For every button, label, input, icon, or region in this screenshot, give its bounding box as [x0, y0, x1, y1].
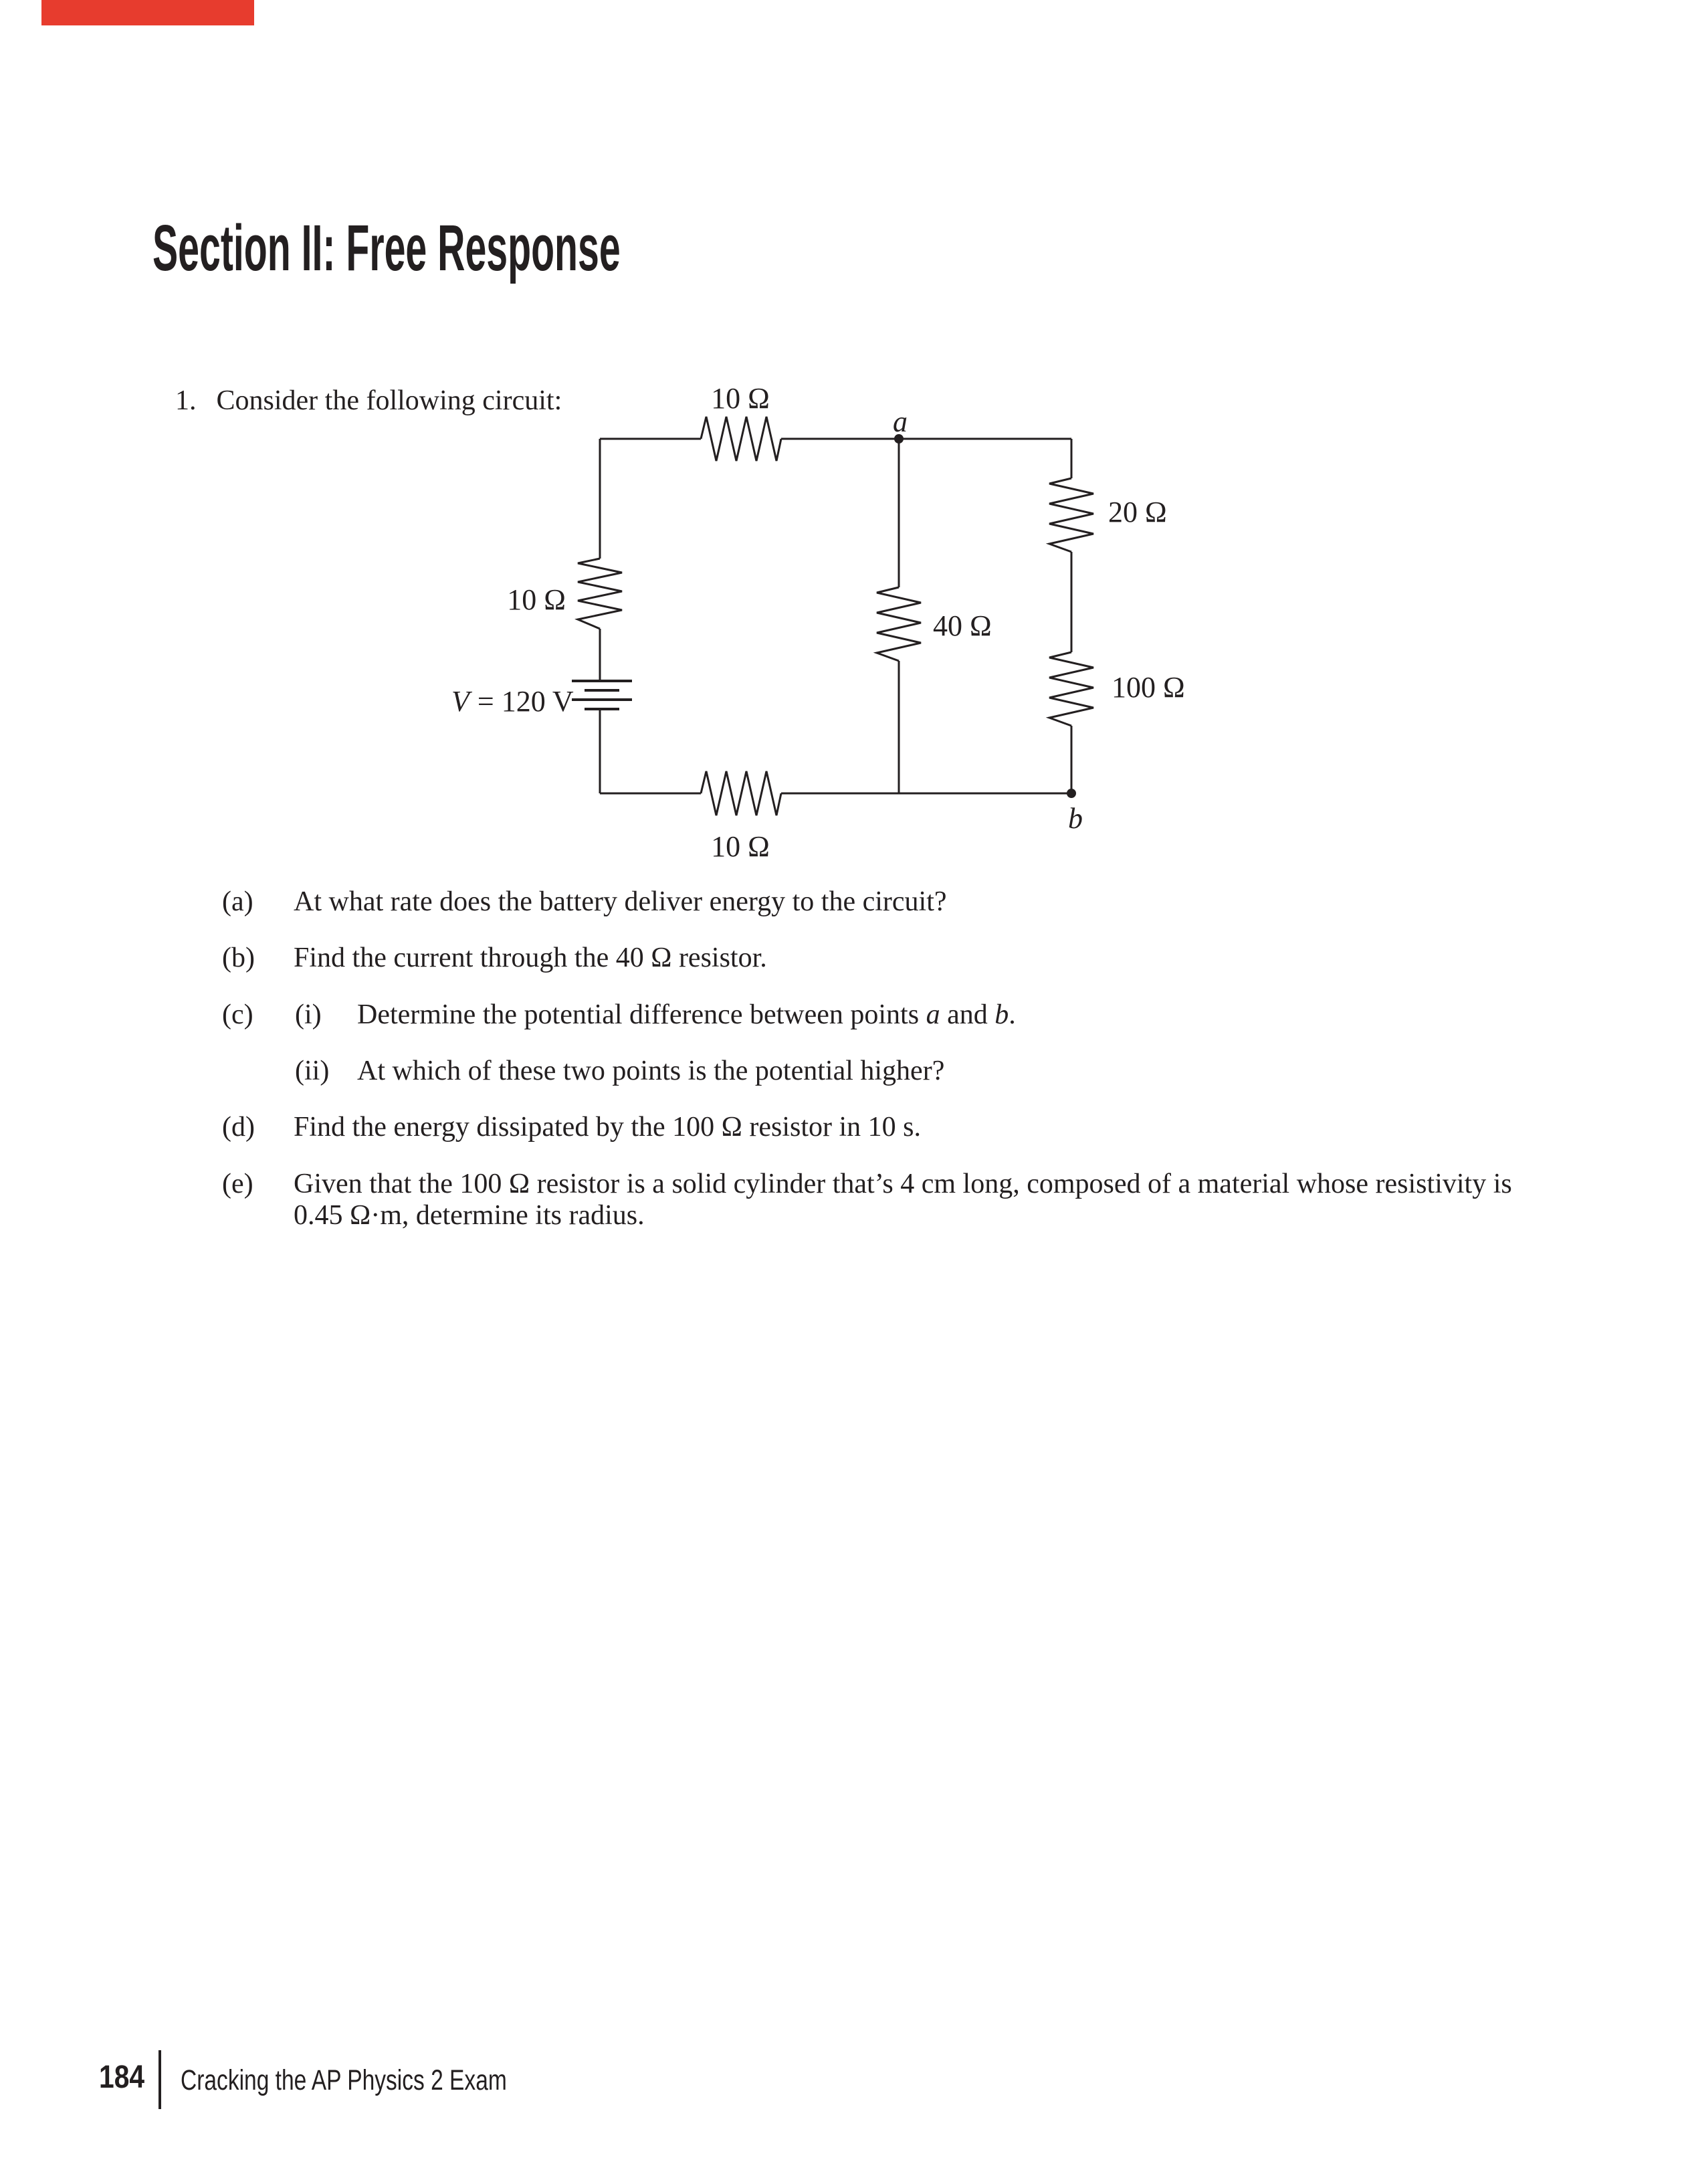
resistor-right-upper-label: 20 Ω [1108, 496, 1167, 528]
resistor-left-zigzag [578, 559, 622, 629]
question-c-ii-text: At which of these two points is the potential higher? [357, 1056, 945, 1086]
node-a-label: a [893, 405, 908, 438]
question-c-ii-label: (ii) [295, 1056, 330, 1086]
resistors [578, 417, 1093, 815]
footer-book-title: Cracking the AP Physics 2 Exam [181, 2064, 507, 2096]
question-d-text: Find the energy dissipated by the 100 Ω resistor in 10 s. [294, 1112, 922, 1143]
question-d-label: (d) [222, 1112, 255, 1143]
question-e-text-line1: Given that the 100 Ω resistor is a solid cylinder that’s 4 cm long, composed of a material whose resistivity is [294, 1169, 1512, 1199]
resistor-top-zigzag [701, 417, 781, 461]
resistor-top-label: 10 Ω [711, 382, 770, 415]
question-c-label: (c) [222, 999, 253, 1030]
resistor-right-upper-zigzag [1049, 478, 1093, 552]
point-a-ref: a [926, 999, 940, 1030]
problem-number: 1. [175, 385, 197, 416]
question-c-i-before: Determine the potential difference between points [357, 999, 926, 1030]
circuit-diagram [428, 348, 1211, 903]
resistor-bottom-zigzag [701, 771, 781, 815]
problem-text: Consider the following circuit: [216, 385, 562, 416]
question-c-i-end: . [1009, 999, 1016, 1030]
resistor-middle-zigzag [877, 587, 921, 661]
circuit-wires [600, 439, 1071, 793]
section-heading: Section II: Free Response [152, 211, 621, 284]
question-c-i-text [357, 999, 1016, 1031]
point-b-ref: b [994, 999, 1009, 1030]
battery-label [451, 685, 574, 718]
question-a-text: At what rate does the battery deliver energy to the circuit? [294, 886, 947, 917]
question-c-i-mid: and [940, 999, 995, 1030]
resistor-right-lower-label: 100 Ω [1112, 671, 1185, 704]
footer-page-number: 184 [99, 2060, 145, 2095]
battery-label-v: V [451, 685, 469, 718]
battery-label-value: = 120 V [477, 685, 574, 718]
question-c-i-label: (i) [295, 999, 322, 1030]
question-b-label: (b) [222, 942, 255, 973]
footer-divider [159, 2050, 161, 2109]
resistor-bottom-label: 10 Ω [711, 830, 770, 863]
question-e-label: (e) [222, 1169, 253, 1199]
node-b-dot [1067, 789, 1076, 798]
resistor-right-lower-zigzag [1049, 652, 1093, 726]
circuit-svg [428, 348, 1211, 903]
page-corner-accent-bar [41, 0, 254, 25]
resistor-left-label: 10 Ω [507, 583, 566, 616]
node-b-label: b [1068, 802, 1083, 835]
question-b-text: Find the current through the 40 Ω resistor. [294, 942, 767, 973]
question-a-label: (a) [222, 886, 253, 917]
resistor-middle-label: 40 Ω [933, 609, 992, 642]
question-e-text-line2: 0.45 Ω·m, determine its radius. [294, 1200, 645, 1231]
battery-symbol [572, 681, 632, 709]
